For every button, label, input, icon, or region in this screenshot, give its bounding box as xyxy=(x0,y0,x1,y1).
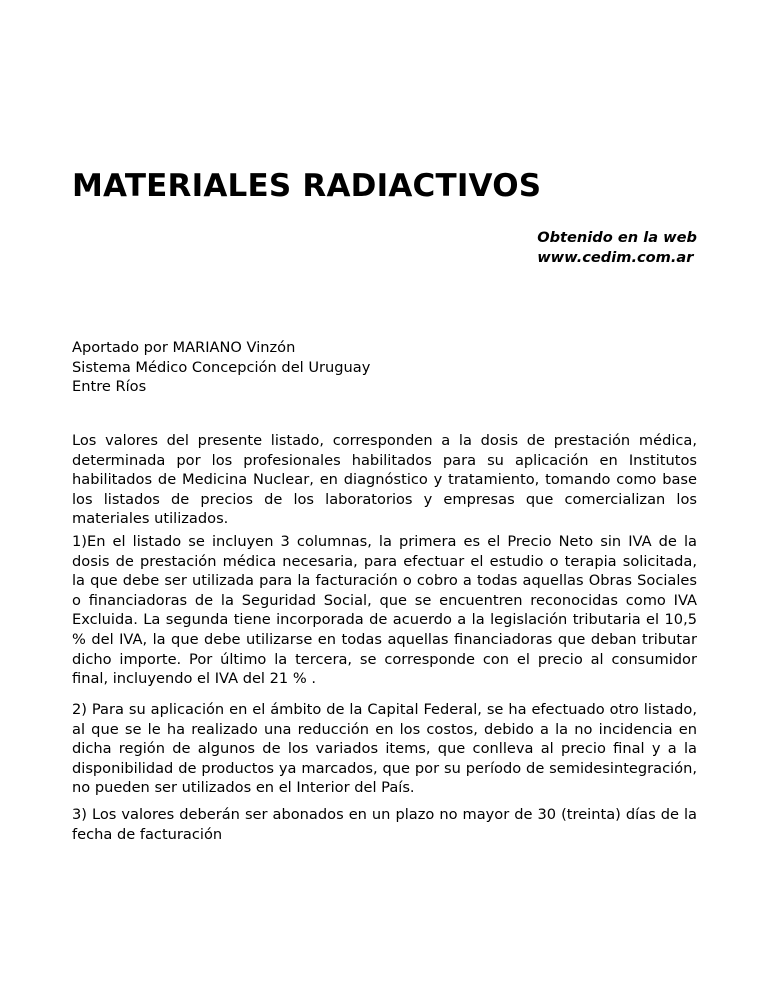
paragraph-2: 2) Para su aplicación en el ámbito de la Capital Federal, se ha efectuado otro listado, al que se le ha realizado una reducción en los costos, debido a la no incidencia en dicha región de algunos de los variados items, que conlleva al precio final y a la disponibilidad de productos ya marcados, que por su período de semidesintegración, no pueden ser utilizados en el Interior del País. xyxy=(72,701,697,797)
source-line: Obtenido en la web xyxy=(537,229,697,246)
author-block xyxy=(72,338,697,397)
location-line: Entre Ríos xyxy=(72,378,147,396)
document-title: MATERIALES RADIACTIVOS xyxy=(72,168,542,204)
paragraph-1: 1)En el listado se incluyen 3 columnas, la primera es el Precio Neto sin IVA de la dosis de prestación médica necesaria, para efectuar el estudio o terapia solicitada, la que debe ser utilizada para la facturación o cobro a todas aquellas Obras Sociales o financiadoras de la Seguridad Social, que se encuentren reconocidas como IVA Excluida. La segunda tiene incorporada de acuerdo a la legislación tributaria el 10,5 % del IVA, la que debe utilizarse en todas aquellas financiadoras que deban tributar dicho importe. Por último la tercera, se corresponde con el precio al consumidor final, incluyendo el IVA del 21 % . xyxy=(72,533,697,688)
source-note xyxy=(537,228,697,268)
paragraph-intro: Los valores del presente listado, corresponden a la dosis de prestación médica, determinada por los profesionales habilitados para su aplicación en Institutos habilitados de Medicina Nuclear, en diagnóstico y tratamiento, tomando como base los listados de precios de los laboratorios y empresas que comercializan los materiales utilizados. xyxy=(72,432,697,528)
organization-line: Sistema Médico Concepción del Uruguay xyxy=(72,358,371,376)
author-line: Aportado por MARIANO Vinzón xyxy=(72,339,296,356)
paragraph-3: 3) Los valores deberán ser abonados en un plazo no mayor de 30 (treinta) días de la fecha de facturación xyxy=(72,806,697,843)
source-url: www.cedim.com.ar xyxy=(537,249,694,266)
